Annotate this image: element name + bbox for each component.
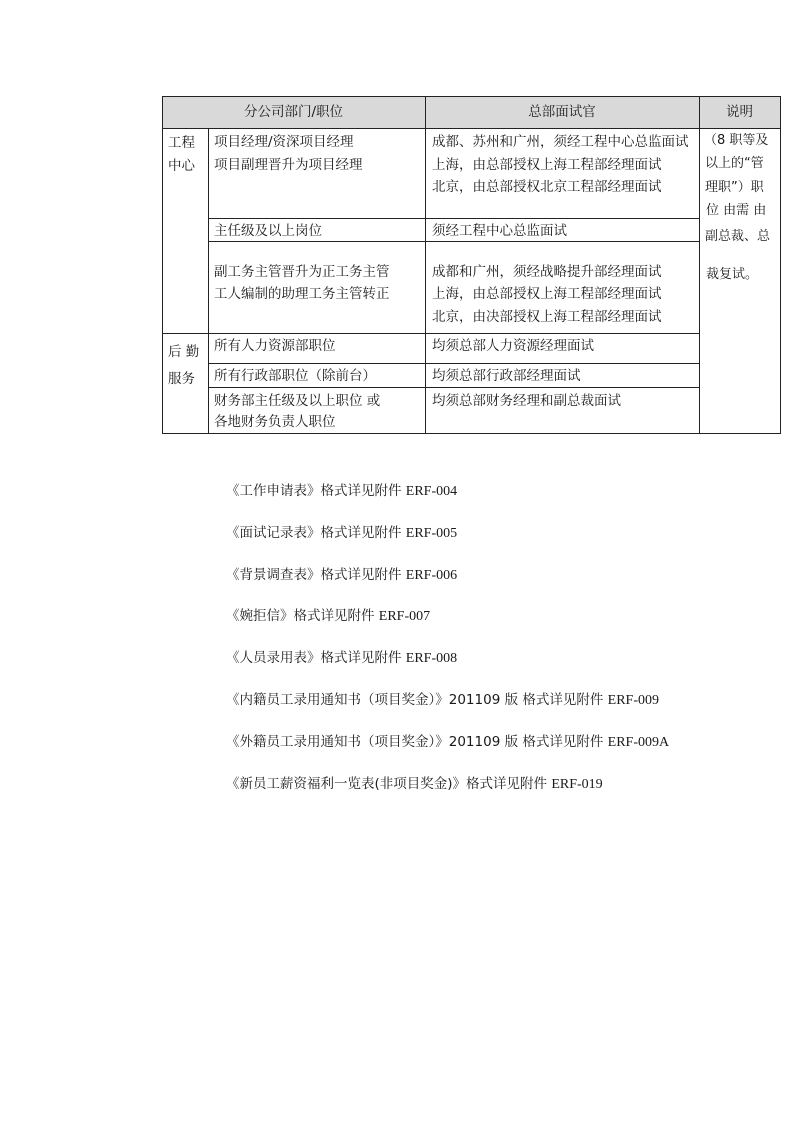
position-text: 所有行政部职位（除前台） <box>214 368 376 384</box>
group-logistics-line1: 后 勤 <box>168 344 200 360</box>
group-divider <box>162 333 700 334</box>
position-text: 项目副理晋升为项目经理 <box>214 157 363 173</box>
attachment-text: 《人员录用表》格式详见附件 <box>226 650 402 666</box>
table-header-divider <box>162 128 781 129</box>
note-text: 位 由需 由 <box>706 203 767 218</box>
interviewer-text: 均须总部行政部经理面试 <box>432 368 581 384</box>
interviewer-text: 须经工程中心总监面试 <box>432 223 567 239</box>
attachment-text: 《外籍员工录用通知书（项目奖金）》201109 版 格式详见附件 <box>226 734 604 750</box>
header-note: 说明 <box>726 104 753 120</box>
table-border-left <box>162 96 163 434</box>
attachment-code: ERF-006 <box>405 568 458 583</box>
attachment-text: 《背景调查表》格式详见附件 <box>226 567 402 583</box>
group-logistics-line2: 服务 <box>168 371 195 387</box>
interviewer-text: 成都和广州，须经战略提升部经理面试 <box>432 264 662 280</box>
interviewer-text: 北京，由决部授权上海工程部经理面试 <box>432 309 662 325</box>
interviewer-text: 均须总部人力资源经理面试 <box>432 338 594 354</box>
table-border-right <box>780 96 781 434</box>
interviewer-text: 上海，由总部授权上海工程部经理面试 <box>432 286 662 302</box>
attachment-code: ERF-007 <box>378 609 431 624</box>
position-text: 项目经理/资深项目经理 <box>214 134 354 150</box>
row-divider <box>208 218 700 219</box>
attachment-item <box>226 483 457 500</box>
note-text: 副总裁、总 <box>705 229 771 244</box>
position-text: 各地财务负责人职位 <box>214 414 336 430</box>
note-text: 理职”）职 <box>705 180 764 195</box>
group-engineering-line2: 中心 <box>168 158 195 174</box>
group-engineering-line1: 工程 <box>168 135 195 151</box>
position-text: 工人编制的助理工务主管转正 <box>214 286 390 302</box>
table-border-top <box>162 96 781 97</box>
position-text: 所有人力资源部职位 <box>214 338 336 354</box>
interviewer-text: 北京，由总部授权北京工程部经理面试 <box>432 179 662 195</box>
group-column-divider <box>208 128 209 434</box>
header-branch: 分公司部门/职位 <box>243 104 344 120</box>
attachment-code: ERF-005 <box>405 526 458 541</box>
note-text: （8 职等及 <box>704 133 769 148</box>
attachment-code: ERF-004 <box>405 484 458 499</box>
attachment-text: 《内籍员工录用通知书（项目奖金）》201109 版 格式详见附件 <box>226 692 604 708</box>
note-text: 以上的“管 <box>705 156 764 171</box>
attachment-text: 《面试记录表》格式详见附件 <box>226 525 402 541</box>
attachment-item <box>226 692 659 709</box>
position-text: 财务部主任级及以上职位 或 <box>214 393 381 409</box>
attachment-item <box>226 776 603 793</box>
attachment-item <box>226 734 669 751</box>
row-divider <box>208 241 700 242</box>
header-interviewer: 总部面试官 <box>528 104 596 120</box>
attachment-code: ERF-009A <box>607 735 670 750</box>
attachment-item <box>226 650 457 667</box>
interviewer-text: 成都、苏州和广州，须经工程中心总监面试 <box>432 134 689 150</box>
attachment-text: 《婉拒信》格式详见附件 <box>226 608 375 624</box>
attachment-code: ERF-019 <box>551 777 603 792</box>
interviewer-text: 上海，由总部授权上海工程部经理面试 <box>432 157 662 173</box>
row-divider <box>208 363 700 364</box>
row-divider <box>208 387 700 388</box>
position-text: 副工务主管晋升为正工务主管 <box>214 264 390 280</box>
attachment-text: 《工作申请表》格式详见附件 <box>226 483 402 499</box>
table-border-bottom <box>162 433 781 434</box>
interviewer-column-divider <box>425 96 426 434</box>
note-text: 裁复试。 <box>706 267 759 282</box>
attachment-code: ERF-008 <box>405 651 458 666</box>
attachment-item <box>226 567 457 584</box>
attachment-item <box>226 608 430 625</box>
attachment-text: 《新员工薪资福利一览表(非项目奖金)》格式详见附件 <box>226 776 548 792</box>
attachment-item <box>226 525 457 542</box>
interviewer-text: 均须总部财务经理和副总裁面试 <box>432 393 621 409</box>
position-text: 主任级及以上岗位 <box>214 223 322 239</box>
attachment-code: ERF-009 <box>607 693 660 708</box>
note-column-divider <box>699 96 700 434</box>
